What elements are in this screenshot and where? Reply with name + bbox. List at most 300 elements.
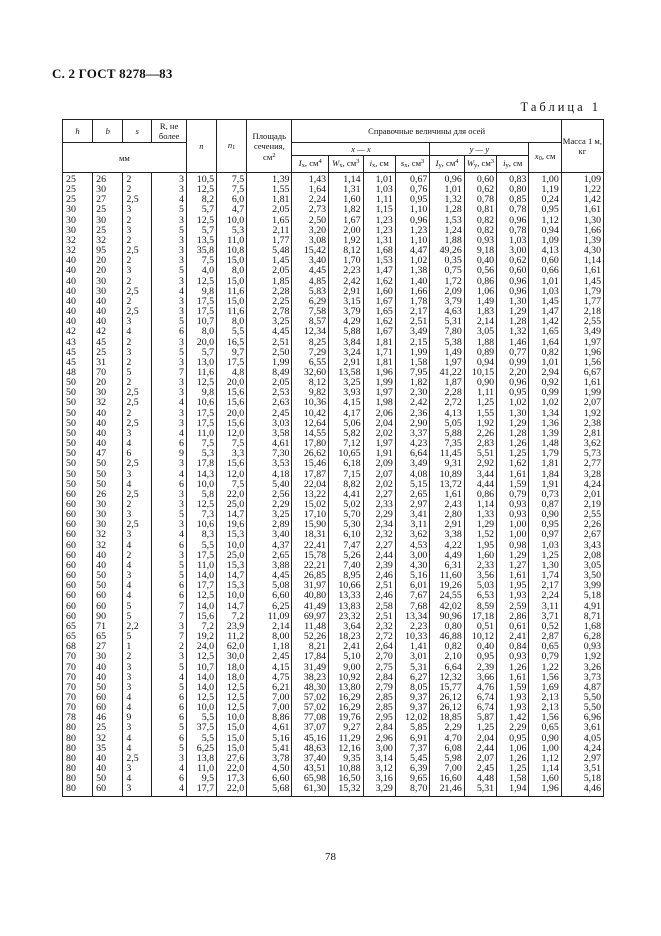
table-cell: 1,45 [529, 297, 561, 307]
table-cell: 3 [152, 246, 186, 256]
table-cell: 9,37 [395, 703, 429, 713]
table-cell: 19,6 [217, 520, 247, 530]
table-cell: 25 [93, 348, 123, 358]
table-cell: 40 [63, 307, 93, 317]
table-cell: 8,0 [217, 317, 247, 327]
table-cell: 10,89 [430, 470, 464, 480]
table-cell: 5 [152, 317, 186, 327]
table-cell: 11,60 [430, 571, 464, 581]
table-cell: 1,02 [497, 398, 529, 408]
table-cell: 16,5 [217, 338, 247, 348]
table-cell: 4,08 [395, 470, 429, 480]
table-cell: 6 [152, 581, 186, 591]
col-mass: Масса 1 м, кг [561, 120, 603, 173]
table-cell: 0,65 [529, 642, 561, 652]
col-Iy: Iy, $см^4$ [430, 156, 464, 173]
table-cell: 12,5 [186, 500, 216, 510]
table-cell: 25 [63, 195, 93, 205]
table-cell: 3 [123, 317, 152, 327]
table-cell: 10,5 [186, 173, 216, 186]
table-cell: 1,49 [464, 297, 496, 307]
table-cell: 1,24 [430, 226, 464, 236]
table-cell: 12,64 [292, 419, 329, 429]
col-Ix: Ix, $см^4$ [292, 156, 329, 173]
table-cell: 7,00 [247, 703, 292, 713]
table-cell: 2 [123, 236, 152, 246]
table-cell: 0,40 [464, 256, 496, 266]
table-cell: 1,02 [395, 256, 429, 266]
table-cell: 1,31 [329, 185, 363, 195]
table-cell: 0,99 [529, 388, 561, 398]
table-cell: 48,63 [292, 744, 329, 754]
table-cell: 1,30 [561, 216, 603, 226]
table-cell: 65 [63, 632, 93, 642]
table-cell: 0,52 [529, 622, 561, 632]
table-cell: 46,88 [430, 632, 464, 642]
table-cell: 3 [152, 551, 186, 561]
table-cell: 60 [93, 693, 123, 703]
table-cell: 62,0 [217, 642, 247, 652]
table-cell: 50 [63, 459, 93, 469]
table-cell: 35 [93, 744, 123, 754]
table-cell: 3,00 [497, 246, 529, 256]
table-cell: 2,97 [395, 500, 429, 510]
table-cell: 3,49 [395, 459, 429, 469]
table-cell: 4,75 [247, 673, 292, 683]
table-cell: 1,65 [363, 307, 395, 317]
table-cell: 26,85 [292, 571, 329, 581]
table-cell: 0,97 [529, 530, 561, 540]
table-cell: 1,72 [430, 277, 464, 287]
table-cell: 14,7 [217, 571, 247, 581]
table-cell: 2,01 [561, 490, 603, 500]
table-cell: 2,14 [464, 317, 496, 327]
table-cell: 3,37 [395, 429, 429, 439]
table-cell: 2,51 [247, 338, 292, 348]
table-cell: 1,42 [561, 195, 603, 205]
table-cell: 22,0 [217, 784, 247, 796]
table-cell: 5,8 [186, 490, 216, 500]
table-cell: 0,94 [529, 226, 561, 236]
table-cell: 2,97 [561, 754, 603, 764]
table-row [63, 459, 604, 469]
table-cell: 5,73 [561, 449, 603, 459]
table-cell: 11,09 [247, 612, 292, 622]
table-cell: 0,60 [529, 256, 561, 266]
table-cell: 3 [152, 500, 186, 510]
table-cell: 90 [93, 612, 123, 622]
table-cell: 52,26 [292, 632, 329, 642]
table-cell: 1,45 [247, 256, 292, 266]
table-cell: 1,25 [497, 449, 529, 459]
table-cell: 2,90 [395, 419, 429, 429]
table-cell: 2,95 [363, 713, 395, 723]
table-cell: 25 [93, 723, 123, 733]
table-cell: 3,56 [464, 571, 496, 581]
table-cell: 15,42 [292, 246, 329, 256]
table-cell: 6,64 [395, 449, 429, 459]
table-cell: 1,53 [430, 216, 464, 226]
table-cell: 17,7 [186, 581, 216, 591]
table-cell: 2,5 [123, 419, 152, 429]
table-cell: 5,31 [430, 317, 464, 327]
table-cell: 15,02 [292, 500, 329, 510]
table-cell: 6,39 [395, 764, 429, 774]
table-cell: 40 [63, 277, 93, 287]
table-cell: 50 [63, 398, 93, 408]
table-cell: 2,05 [247, 378, 292, 388]
table-cell: 5 [152, 348, 186, 358]
table-cell: 0,51 [464, 622, 496, 632]
table-cell: 15,3 [217, 581, 247, 591]
table-cell: 11,6 [186, 368, 216, 378]
table-cell: 2,94 [529, 368, 561, 378]
table-cell: 70 [63, 652, 93, 662]
table-cell: 60 [93, 703, 123, 713]
page-header: С. 2 ГОСТ 8278—83 [52, 66, 173, 81]
table-cell: 4,76 [464, 683, 496, 693]
table-cell: 4,05 [561, 734, 603, 744]
table-cell: 17,84 [292, 652, 329, 662]
col-axis-xx: x — x [292, 143, 430, 156]
table-cell: 0,80 [430, 622, 464, 632]
table-cell: 4,47 [395, 246, 429, 256]
table-cell: 1,03 [529, 541, 561, 551]
table-cell: 5,31 [395, 663, 429, 673]
table-cell: 5,88 [430, 429, 464, 439]
table-cell: 2,50 [247, 348, 292, 358]
table-cell: 2,27 [363, 541, 395, 551]
table-cell: 12,5 [217, 683, 247, 693]
table-cell: 0,84 [497, 642, 529, 652]
table-cell: 12,0 [217, 470, 247, 480]
table-cell: 2,70 [363, 652, 395, 662]
table-cell: 12,5 [186, 185, 216, 195]
table-cell: 37,5 [186, 723, 216, 733]
table-cell: 2,36 [395, 409, 429, 419]
table-cell: 1,99 [247, 358, 292, 368]
table-cell: 5,05 [430, 419, 464, 429]
table-cell: 1,14 [329, 173, 363, 186]
table-cell: 1,39 [247, 173, 292, 186]
table-cell: 2,85 [363, 703, 395, 713]
table-cell: 3 [152, 256, 186, 266]
table-cell: 3,05 [561, 561, 603, 571]
table-cell: 7,00 [247, 693, 292, 703]
table-cell: 1,61 [561, 266, 603, 276]
table-cell: 6 [152, 541, 186, 551]
table-cell: 46 [93, 713, 123, 723]
table-cell: 3 [152, 277, 186, 287]
table-cell: 10,0 [217, 541, 247, 551]
table-cell: 10,65 [329, 449, 363, 459]
col-s: s [123, 120, 152, 143]
table-cell: 9,8 [186, 388, 216, 398]
table-cell: 70 [63, 683, 93, 693]
table-cell: 0,96 [497, 216, 529, 226]
table-cell: 50 [63, 378, 93, 388]
table-cell: 15,0 [217, 277, 247, 287]
table-cell: 30 [93, 287, 123, 297]
table-cell: 1,56 [561, 358, 603, 368]
table-cell: 1,55 [247, 185, 292, 195]
table-cell: 1,34 [529, 409, 561, 419]
table-cell: 19,2 [186, 632, 216, 642]
table-cell: 17,5 [186, 297, 216, 307]
table-cell: 17,87 [292, 470, 329, 480]
table-cell: 2,96 [363, 734, 395, 744]
data-table [62, 119, 604, 797]
table-cell: 1,67 [363, 297, 395, 307]
table-cell: 18,85 [430, 713, 464, 723]
table-cell: 3 [152, 307, 186, 317]
table-cell: 1,68 [363, 246, 395, 256]
table-cell: 40 [93, 551, 123, 561]
table-cell: 5,50 [561, 693, 603, 703]
table-cell: 5 [152, 683, 186, 693]
table-cell: 2,2 [123, 622, 152, 632]
table-cell: 70 [63, 693, 93, 703]
table-cell: 95 [93, 246, 123, 256]
table-cell: 10,7 [186, 317, 216, 327]
table-cell: 2,19 [561, 500, 603, 510]
table-cell: 7,3 [186, 510, 216, 520]
table-cell: 7,80 [430, 327, 464, 337]
table-cell: 1,81 [363, 338, 395, 348]
table-cell: 1,68 [561, 622, 603, 632]
table-cell: 4,15 [247, 663, 292, 673]
table-cell: 60 [63, 602, 93, 612]
table-cell: 26 [93, 490, 123, 500]
table-cell: 10,12 [464, 632, 496, 642]
table-cell: 13,80 [329, 683, 363, 693]
table-cell: 3,03 [247, 419, 292, 429]
table-cell: 4,24 [561, 480, 603, 490]
table-cell: 1,67 [363, 327, 395, 337]
table-cell: 1,38 [395, 266, 429, 276]
table-cell: 25 [63, 185, 93, 195]
table-cell: 5,3 [217, 226, 247, 236]
table-cell: 3,25 [247, 317, 292, 327]
table-cell: 6,31 [430, 561, 464, 571]
table-cell: 4 [123, 744, 152, 754]
table-cell: 25,0 [217, 500, 247, 510]
table-cell: 4,13 [430, 409, 464, 419]
table-cell: 1,93 [497, 693, 529, 703]
table-cell: 50 [93, 480, 123, 490]
table-cell: 1,61 [497, 470, 529, 480]
table-cell: 22,41 [292, 541, 329, 551]
table-cell: 7,5 [186, 439, 216, 449]
table-cell: 2,18 [561, 307, 603, 317]
table-cell: 1,65 [529, 327, 561, 337]
table-cell: 4,23 [395, 439, 429, 449]
table-cell: 10,92 [329, 673, 363, 683]
table-cell: 9 [152, 449, 186, 459]
table-cell: 17,80 [292, 439, 329, 449]
table-cell: 2,42 [395, 398, 429, 408]
table-cell: 70 [93, 368, 123, 378]
table-cell: 0,95 [497, 734, 529, 744]
table-cell: 3,50 [561, 571, 603, 581]
table-cell: 15,0 [217, 734, 247, 744]
table-cell: 45 [63, 358, 93, 368]
table-cell: 0,95 [464, 652, 496, 662]
table-cell: 3 [152, 185, 186, 195]
table-cell: 1,00 [529, 744, 561, 754]
table-cell: 60 [63, 561, 93, 571]
table-cell: 4 [152, 530, 186, 540]
table-cell: 0,96 [497, 287, 529, 297]
table-cell: 6 [152, 480, 186, 490]
table-cell: 3,41 [395, 510, 429, 520]
table-cell: 2,91 [329, 287, 363, 297]
table-cell: 5,10 [329, 652, 363, 662]
table-cell: 4 [152, 470, 186, 480]
table-body [63, 173, 604, 797]
table-cell: 2 [123, 551, 152, 561]
table-cell: 40 [93, 307, 123, 317]
table-cell: 1,81 [247, 195, 292, 205]
table-cell: 3 [123, 683, 152, 693]
table-cell: 3,00 [395, 551, 429, 561]
table-cell: 1,81 [529, 459, 561, 469]
table-cell: 7,5 [217, 185, 247, 195]
table-cell: 1,41 [395, 642, 429, 652]
table-cell: 2,41 [329, 642, 363, 652]
table-cell: 2,15 [395, 338, 429, 348]
table-cell: 50 [93, 683, 123, 693]
table-cell: 2,84 [363, 673, 395, 683]
table-cell: 2,09 [363, 459, 395, 469]
table-cell: 6 [152, 327, 186, 337]
table-cell: 1,62 [363, 277, 395, 287]
table-cell: 1,96 [529, 784, 561, 796]
table-cell: 1,01 [529, 358, 561, 368]
table-cell: 1,14 [464, 500, 496, 510]
table-cell: 0,95 [529, 520, 561, 530]
table-cell: 10,66 [329, 581, 363, 591]
table-cell: 5,03 [464, 581, 496, 591]
table-cell: 12,5 [217, 703, 247, 713]
table-cell: 2,39 [464, 663, 496, 673]
table-cell: 1,56 [529, 673, 561, 683]
table-cell: 5 [123, 632, 152, 642]
table-cell: 77,08 [292, 713, 329, 723]
table-cell: 40 [93, 439, 123, 449]
table-cell: 80 [63, 754, 93, 764]
table-cell: 1,81 [363, 358, 395, 368]
table-cell: 2,46 [363, 571, 395, 581]
table-cell: 20 [93, 378, 123, 388]
table-header [63, 120, 604, 173]
table-cell: 3 [152, 358, 186, 368]
table-cell: 4,63 [430, 307, 464, 317]
table-cell: 18,0 [217, 673, 247, 683]
table-cell: 1,85 [247, 277, 292, 287]
table-cell: 5,08 [247, 581, 292, 591]
table-cell: 7,5 [217, 480, 247, 490]
table-cell: 2,05 [247, 205, 292, 215]
table-row [63, 784, 604, 796]
table-cell: 26 [93, 173, 123, 186]
table-cell: 37,07 [292, 723, 329, 733]
table-cell: 1,36 [529, 419, 561, 429]
table-cell: 1,96 [561, 348, 603, 358]
table-cell: 4 [152, 398, 186, 408]
table-cell: 0,96 [497, 277, 529, 287]
table-cell: 1,87 [430, 378, 464, 388]
table-cell: 1,00 [529, 173, 561, 186]
table-cell: 3 [152, 338, 186, 348]
table-cell: 1,33 [464, 510, 496, 520]
table-cell: 4,70 [430, 734, 464, 744]
table-cell: 3,25 [329, 378, 363, 388]
table-cell: 9,65 [395, 774, 429, 784]
table-cell: 15,90 [292, 520, 329, 530]
table-cell: 6,21 [247, 683, 292, 693]
page-number: 78 [325, 851, 336, 863]
table-cell: 1,23 [363, 216, 395, 226]
table-cell: 0,75 [430, 266, 464, 276]
table-cell: 32 [93, 530, 123, 540]
table-cell: 0,98 [497, 541, 529, 551]
table-cell: 6,27 [395, 673, 429, 683]
table-cell: 7,15 [329, 470, 363, 480]
table-cell: 1,01 [529, 277, 561, 287]
table-cell: 40 [93, 764, 123, 774]
table-cell: 5 [152, 744, 186, 754]
table-cell: 2,28 [247, 287, 292, 297]
table-cell: 1,99 [363, 378, 395, 388]
table-cell: 1,77 [561, 297, 603, 307]
table-cell: 2,92 [464, 459, 496, 469]
table-cell: 5 [152, 571, 186, 581]
table-cell: 1,49 [430, 348, 464, 358]
table-cell: 4,45 [247, 327, 292, 337]
table-cell: 1,99 [561, 388, 603, 398]
table-cell: 2,72 [430, 398, 464, 408]
table-cell: 5,45 [395, 754, 429, 764]
table-cell: 5,7 [186, 348, 216, 358]
table-cell: 2,05 [247, 266, 292, 276]
table-cell: 18,23 [329, 632, 363, 642]
table-cell: 3,64 [329, 622, 363, 632]
table-cell: 12,0 [217, 429, 247, 439]
table-cell: 0,89 [464, 348, 496, 358]
table-cell: 7,2 [217, 612, 247, 622]
table-cell: 8,2 [186, 195, 216, 205]
table-cell: 3 [152, 297, 186, 307]
table-cell: 12,5 [186, 652, 216, 662]
table-cell: 15,6 [186, 612, 216, 622]
table-cell: 24,55 [430, 591, 464, 601]
table-cell: 1,11 [464, 388, 496, 398]
table-cell: 1,32 [430, 195, 464, 205]
table-cell: 3 [152, 490, 186, 500]
table-cell: 2,25 [247, 297, 292, 307]
table-cell: 0,96 [395, 216, 429, 226]
table-cell: 2,46 [363, 591, 395, 601]
table-cell: 3 [152, 622, 186, 632]
table-cell: 50 [93, 581, 123, 591]
table-cell: 9,8 [186, 287, 216, 297]
table-cell: 22,04 [292, 480, 329, 490]
table-cell: 2,72 [363, 632, 395, 642]
table-cell: 42 [93, 327, 123, 337]
table-cell: 2,84 [363, 723, 395, 733]
table-cell: 80 [63, 774, 93, 784]
